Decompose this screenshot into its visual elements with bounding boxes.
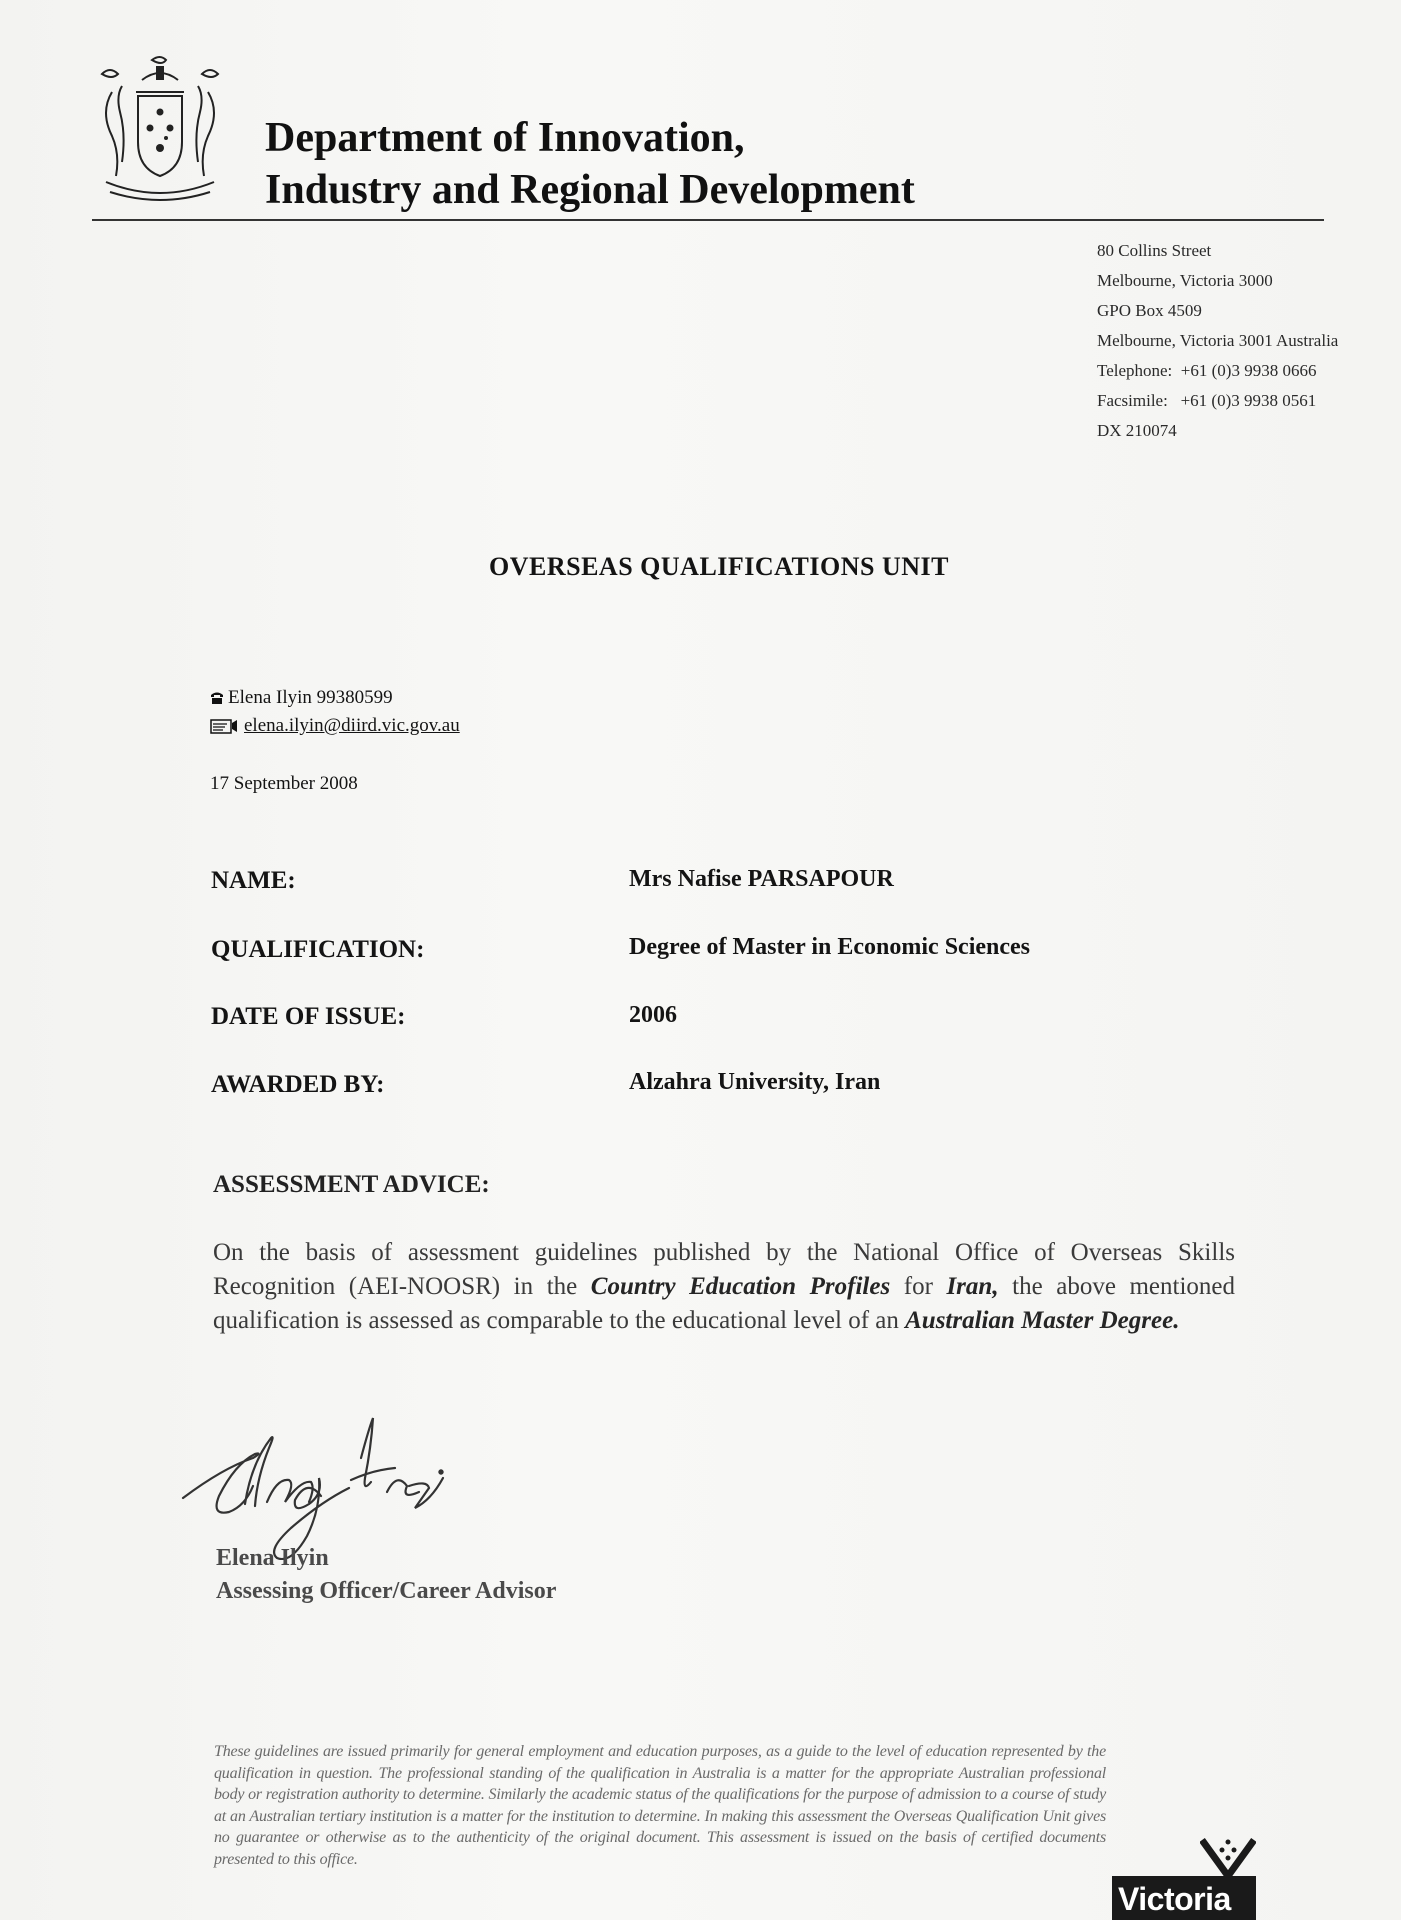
victoria-stars-icon bbox=[1200, 1836, 1256, 1878]
name-label: NAME: bbox=[211, 867, 296, 894]
victoria-logo-text: Victoria bbox=[1118, 1881, 1231, 1917]
contact-phone: Elena Ilyin 99380599 bbox=[228, 687, 393, 708]
assessment-text-part: On the basis of assessment guidelines published by the National Office of Overseas Skills Recognition (AEI-NOOSR) in the bbox=[213, 1239, 1235, 1300]
name-value: Mrs Nafise PARSAPOUR bbox=[629, 866, 894, 892]
assessment-emphasis-country: Iran, bbox=[946, 1273, 999, 1300]
address-line: Melbourne, Victoria 3001 Australia bbox=[1097, 331, 1339, 350]
telephone-line: Telephone: +61 (0)3 9938 0666 bbox=[1097, 361, 1317, 380]
unit-title: OVERSEAS QUALIFICATIONS UNIT bbox=[489, 552, 949, 581]
date-of-issue-value: 2006 bbox=[629, 1002, 677, 1028]
address-line: GPO Box 4509 bbox=[1097, 301, 1202, 320]
assessment-text bbox=[213, 1236, 1235, 1338]
awarded-by-label: AWARDED BY: bbox=[211, 1071, 385, 1098]
department-title bbox=[265, 112, 915, 216]
assessment-text-part: for bbox=[890, 1273, 947, 1300]
assessment-emphasis-profiles: Country Education Profiles bbox=[590, 1273, 891, 1300]
letter-date: 17 September 2008 bbox=[210, 773, 358, 794]
assessment-title: ASSESSMENT ADVICE: bbox=[213, 1171, 490, 1198]
signer-name: Elena Ilyin bbox=[216, 1545, 329, 1571]
address-block bbox=[1097, 236, 1338, 446]
phone-row bbox=[210, 684, 460, 712]
email-row bbox=[210, 712, 460, 740]
qualification-label: QUALIFICATION: bbox=[211, 936, 425, 963]
contact-block bbox=[210, 684, 460, 740]
header-divider bbox=[92, 219, 1324, 221]
address-line: 80 Collins Street bbox=[1097, 241, 1212, 260]
email-icon bbox=[210, 717, 238, 735]
qualification-value: Degree of Master in Economic Sciences bbox=[629, 934, 1031, 960]
address-line: Melbourne, Victoria 3000 bbox=[1097, 271, 1273, 290]
date-of-issue-label: DATE OF ISSUE: bbox=[211, 1003, 406, 1030]
handwritten-signature bbox=[175, 1410, 535, 1560]
signer-title: Assessing Officer/Career Advisor bbox=[216, 1578, 557, 1604]
dx-line: DX 210074 bbox=[1097, 421, 1177, 440]
facsimile-line: Facsimile: +61 (0)3 9938 0561 bbox=[1097, 391, 1317, 410]
department-title-line-2: Industry and Regional Development bbox=[265, 167, 915, 213]
disclaimer-footnote: These guidelines are issued primarily for general employment and education purposes, as a guide to the level of education represented by the qualification in question. The professional standing of the qualification in Australia is a matter for the appropriate Australian professional body or registration authority to determine. Similarly the academic status of the qualifications for the purpose of admission to a course of study at an Australian tertiary institution is a matter for the institution to determine. In making this assessment the Overseas Qualification Unit gives no guarantee or otherwise as to the authenticity of the original document. This assessment is issued on the basis of certified documents presented to this office. bbox=[214, 1743, 1106, 1868]
awarded-by-value: Alzahra University, Iran bbox=[629, 1069, 881, 1095]
contact-email-link[interactable]: elena.ilyin@diird.vic.gov.au bbox=[244, 715, 460, 736]
victoria-logo bbox=[1112, 1836, 1256, 1920]
coat-of-arms-icon bbox=[92, 52, 228, 207]
assessment-emphasis-degree: Australian Master Degree. bbox=[905, 1307, 1180, 1334]
telephone-icon bbox=[210, 691, 224, 705]
assessment-text-part: the above mentioned qualification is assessed as comparable to the educational level of an bbox=[213, 1273, 1236, 1334]
department-title-line-1: Department of Innovation, bbox=[265, 115, 745, 161]
